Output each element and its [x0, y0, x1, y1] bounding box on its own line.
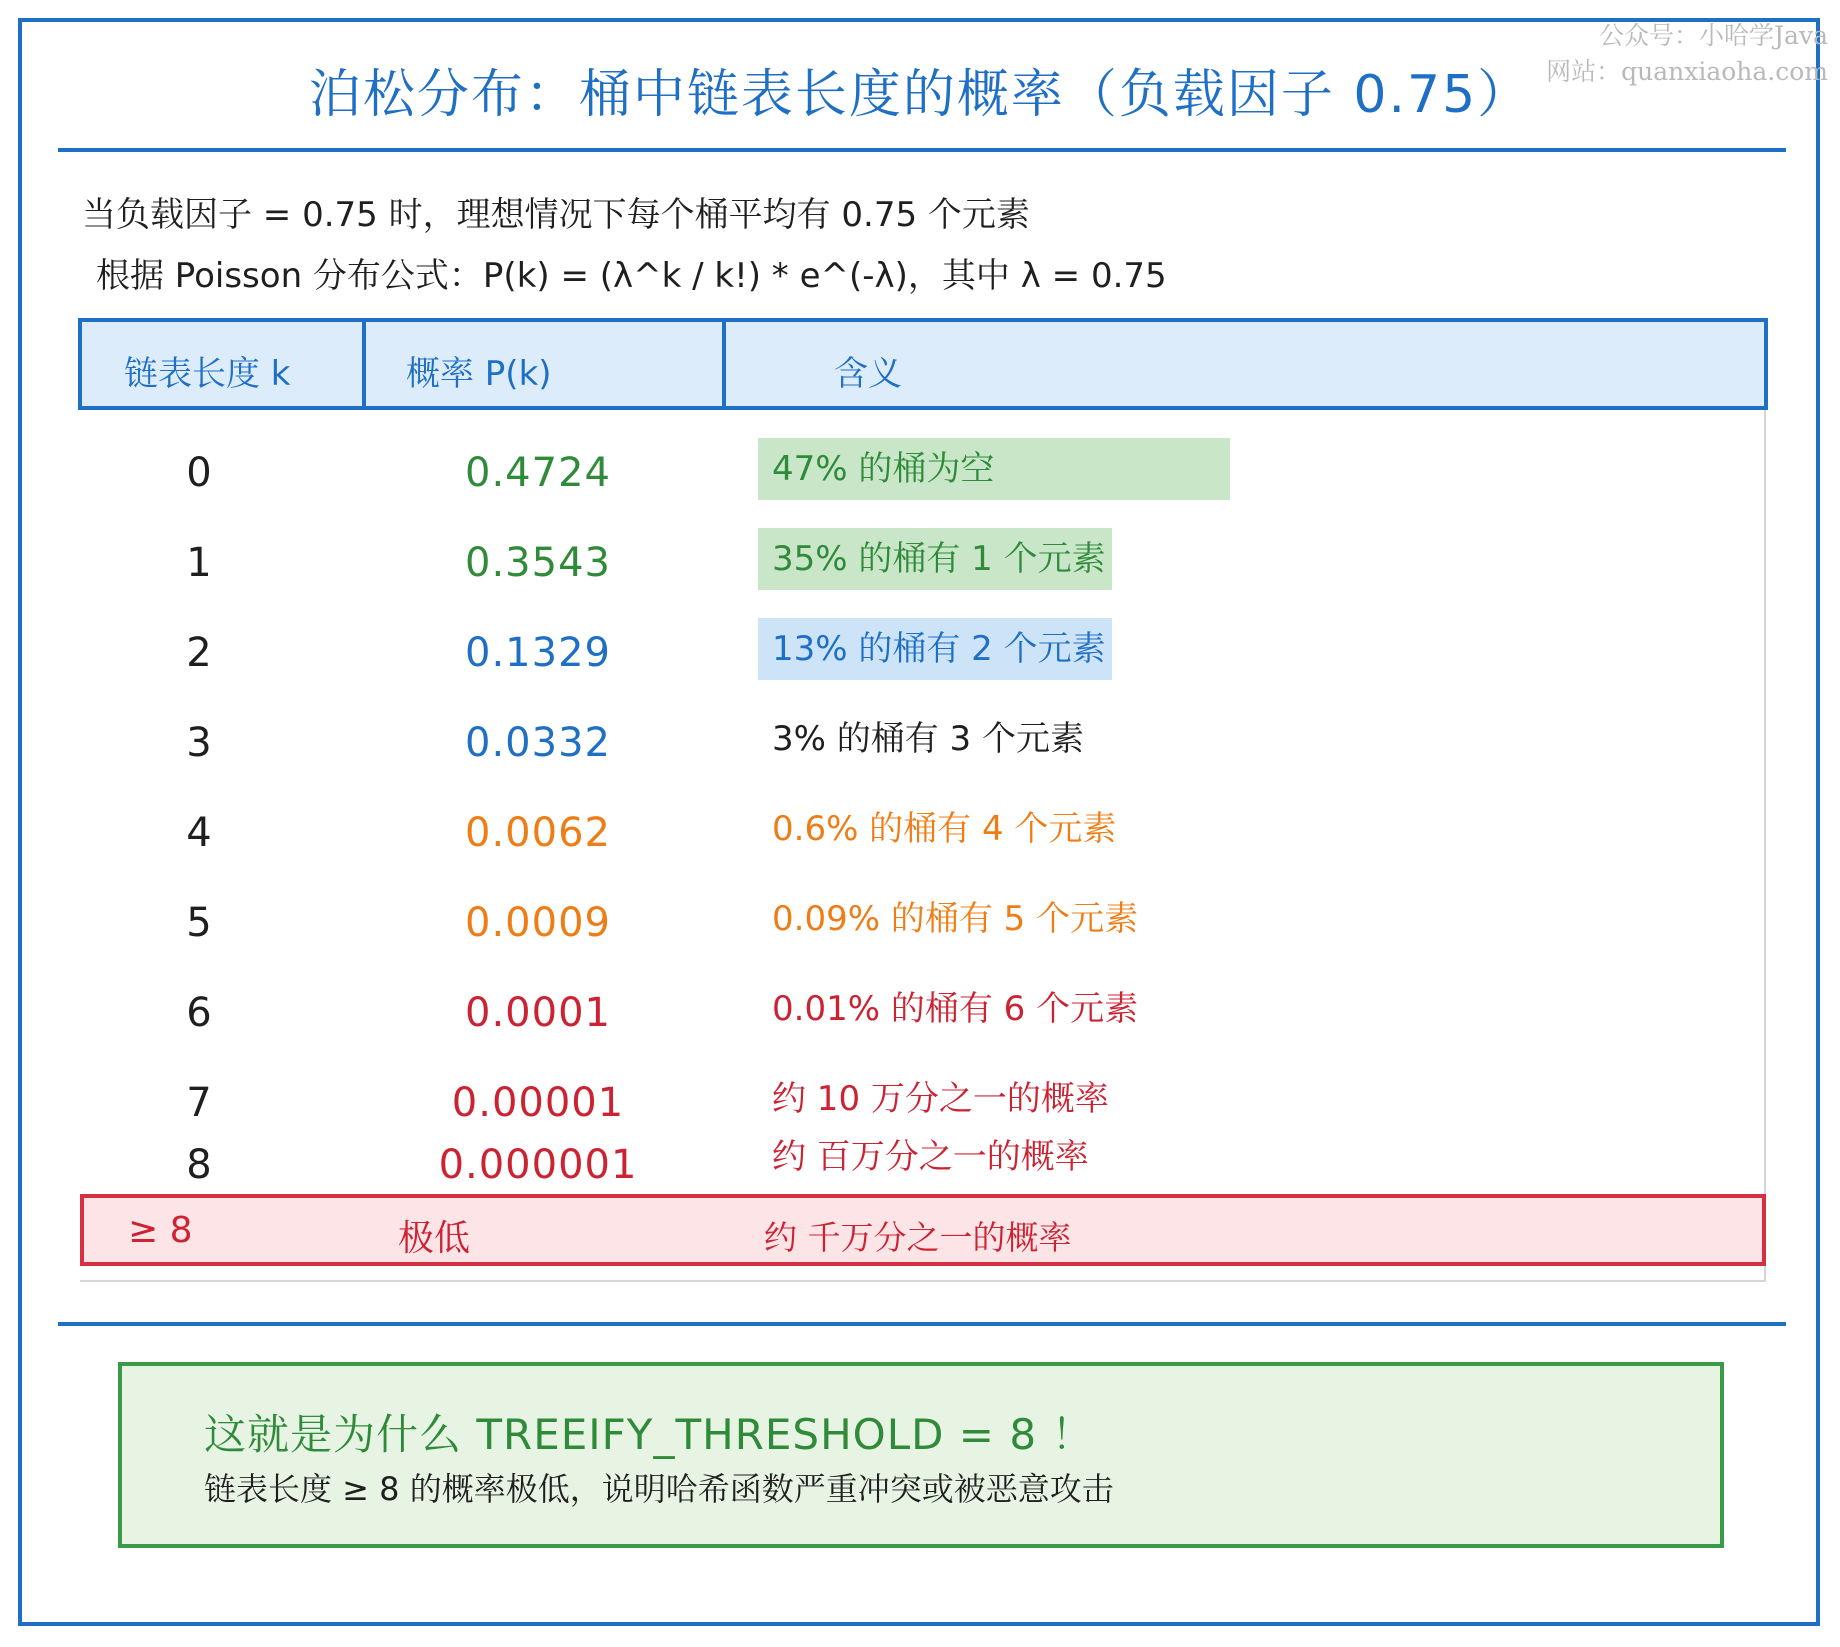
header-meaning: 含义 [834, 354, 902, 394]
watermark-site: 网站：quanxiaoha.com [1546, 57, 1828, 86]
row-probability: 0.0062 [465, 810, 611, 856]
row-k: 4 [186, 810, 212, 856]
row-probability: 0.000001 [438, 1142, 638, 1188]
intro-poisson-formula: 根据 Poisson 分布公式：P(k) = (λ^k / k!) * e^(-λ)，其中 λ = 0.75 [96, 256, 1167, 296]
table-row [78, 708, 1768, 778]
table-row [78, 618, 1768, 688]
row-k: 6 [186, 990, 212, 1036]
footer-divider [58, 1322, 1786, 1326]
row-meaning: 0.01% 的桶有 6 个元素 [772, 989, 1139, 1029]
warning-row-probability: 极低 [398, 1218, 471, 1259]
table-row [78, 528, 1768, 598]
row-k: 8 [186, 1142, 212, 1188]
row-probability: 0.0009 [465, 900, 611, 946]
table-row [78, 978, 1768, 1048]
callout-headline: 这就是为什么 TREEIFY_THRESHOLD = 8 ！ [204, 1410, 1095, 1459]
row-k: 0 [186, 450, 212, 496]
row-probability: 0.0001 [465, 990, 611, 1036]
table-header [78, 318, 1768, 410]
table-row [78, 438, 1768, 508]
row-k: 3 [186, 720, 212, 766]
conclusion-callout [118, 1362, 1724, 1548]
row-meaning: 3% 的桶有 3 个元素 [772, 719, 1084, 759]
warning-row-k: ≥ 8 [128, 1210, 193, 1251]
header-chain-length: 链表长度 k [124, 354, 291, 394]
header-separator [722, 322, 726, 406]
row-probability: 0.0332 [465, 720, 611, 766]
row-probability: 0.1329 [465, 630, 611, 676]
row-probability: 0.00001 [451, 1080, 625, 1126]
header-probability: 概率 P(k) [406, 354, 552, 394]
row-k: 2 [186, 630, 212, 676]
diagram-title: 泊松分布：桶中链表长度的概率（负载因子 0.75） [308, 65, 1532, 125]
intro-load-factor: 当负载因子 = 0.75 时，理想情况下每个桶平均有 0.75 个元素 [82, 195, 1030, 235]
row-k: 7 [186, 1080, 212, 1126]
title-divider [58, 148, 1786, 152]
watermark-account: 公众号：小哈学Java [1599, 21, 1828, 50]
row-meaning: 13% 的桶有 2 个元素 [758, 618, 1112, 680]
row-meaning: 0.09% 的桶有 5 个元素 [772, 899, 1139, 939]
table-row [78, 1130, 1768, 1200]
warning-row-meaning: 约 千万分之一的概率 [764, 1218, 1072, 1257]
row-meaning: 约 10 万分之一的概率 [772, 1079, 1109, 1119]
warning-row [80, 1194, 1766, 1266]
row-k: 5 [186, 900, 212, 946]
callout-subline: 链表长度 ≥ 8 的概率极低，说明哈希函数严重冲突或被恶意攻击 [204, 1470, 1114, 1508]
row-meaning: 47% 的桶为空 [758, 438, 1230, 500]
table-row [78, 888, 1768, 958]
row-meaning: 约 百万分之一的概率 [772, 1137, 1089, 1177]
row-probability: 0.3543 [465, 540, 611, 586]
row-probability: 0.4724 [465, 450, 611, 496]
row-k: 1 [186, 540, 212, 586]
row-meaning: 0.6% 的桶有 4 个元素 [772, 809, 1117, 849]
row-meaning: 35% 的桶有 1 个元素 [758, 528, 1112, 590]
table-row [78, 798, 1768, 868]
header-separator [362, 322, 366, 406]
